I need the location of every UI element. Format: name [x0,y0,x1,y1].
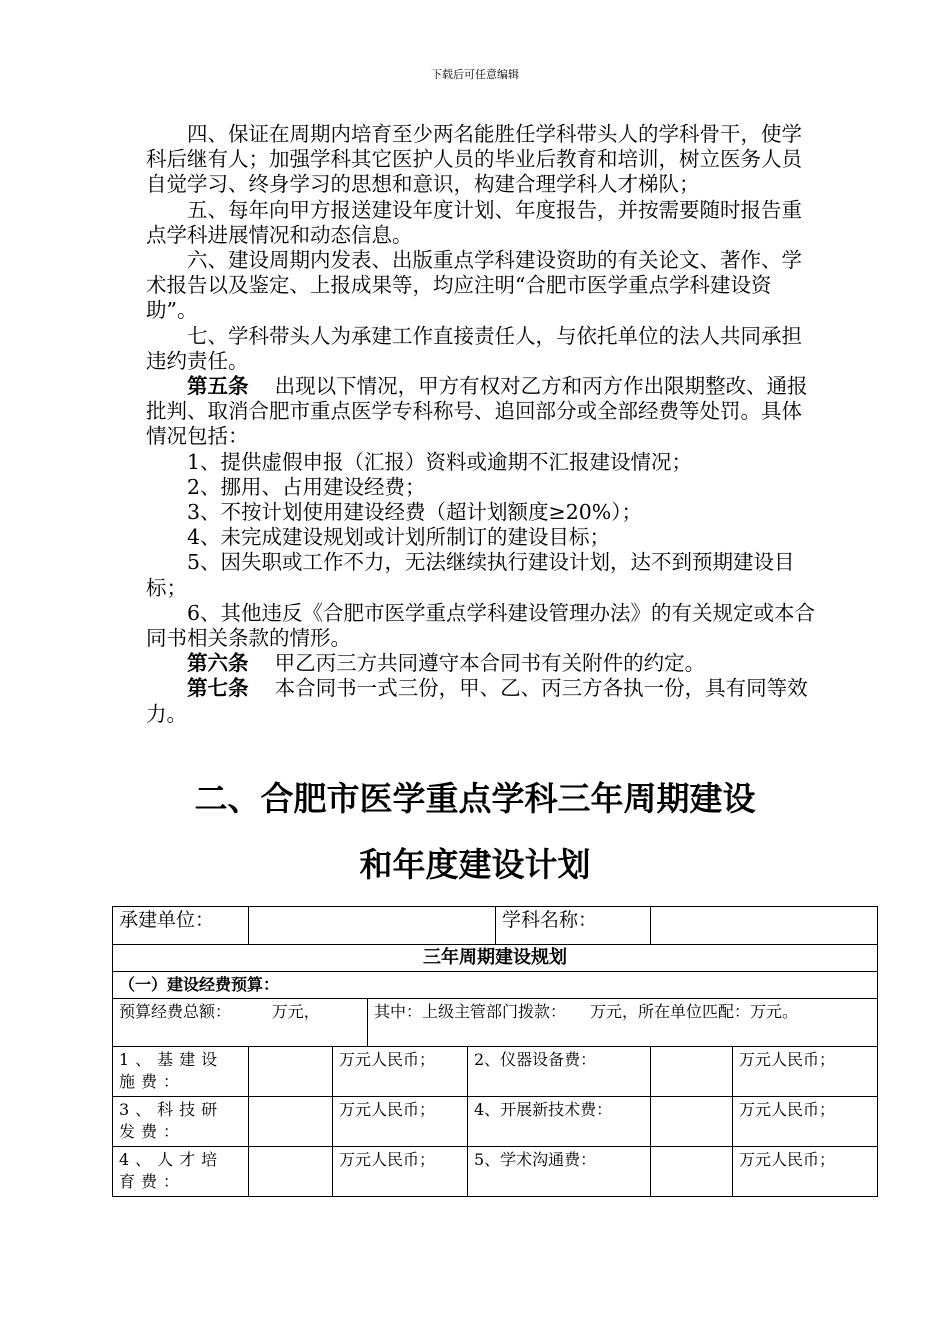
budget-total-cell [113,999,368,1047]
penalty-item-4: 4、未完成建设规划或计划所制订的建设目标； [187,525,611,550]
fee-unit: 万元人民币； [333,1097,468,1147]
page-header-note: 下载后可任意编辑 [431,68,519,81]
fee-unit: 万元人民币； [733,1097,878,1147]
fee-label: 1、基建设施费： [113,1047,249,1097]
contract-body [146,122,816,727]
fee-input[interactable] [651,1147,733,1197]
subject-label: 学科名称： [496,907,651,945]
table-row [113,1147,878,1197]
budget-section-heading: （一）建设经费预算： [113,972,878,999]
plan-header: 三年周期建设规划 [113,945,878,972]
penalty-item-6: 6、其他违反《合肥市医学重点学科建设管理办法》的有关规定或本合同书相关条款的情形。 [146,600,816,651]
fee-input[interactable] [249,1147,333,1197]
fee-label: 4、开展新技术费： [468,1097,651,1147]
fee-unit: 万元人民币； [333,1047,468,1097]
clause-7: 七、学科带头人为承建工作直接责任人，与依托单位的法人共同承担违约责任。 [146,323,802,373]
budget-detail: 其中：上级主管部门拨款： 万元，所在单位匹配：万元。 [368,999,878,1047]
penalty-item-5: 5、因失职或工作不力，无法继续执行建设计划，达不到预期建设目标； [146,550,795,600]
fee-input[interactable] [651,1097,733,1147]
section-title-line-2: 和年度建设计划 [359,845,591,884]
article-6-text: 甲乙丙三方共同遵守本合同书有关附件的约定。 [274,651,706,676]
clause-4: 四、保证在周期内培育至少两名能胜任学科带头人的学科骨干，使学科后继有人；加强学科其它医护人员的毕业后教育和培训，树立医务人员自觉学习、终身学习的思想和意识，构建合理学科人才梯队； [146,122,802,197]
penalty-item-3: 3、不按计划使用建设经费（超计划额度≥20%）； [187,500,643,525]
fee-label: 4、人才培育费： [113,1147,249,1197]
fee-input[interactable] [651,1047,733,1097]
budget-total-unit: 万元， [271,1002,320,1021]
article-6-label: 第六条 [187,651,249,676]
unit-input[interactable] [249,907,496,945]
article-5-label: 第五条 [187,374,249,399]
penalty-item-2: 2、挪用、占用建设经费； [187,474,426,499]
fee-label: 5、学术沟通费： [468,1147,651,1197]
article-5 [146,374,816,450]
fee-unit: 万元人民币； [733,1147,878,1197]
budget-total-label: 预算经费总额： [119,1002,232,1021]
article-6 [146,651,816,676]
penalty-item-1: 1、提供虚假申报（汇报）资料或逾期不汇报建设情况； [187,449,693,474]
fee-unit: 万元人民币； [733,1047,878,1097]
section-title-line-1: 二、合肥市医学重点学科三年周期建设 [194,779,756,818]
unit-label: 承建单位： [113,907,249,945]
article-7 [146,676,816,726]
article-5-text: 出现以下情况，甲方有权对乙方和丙方作出限期整改、通报批判、取消合肥市重点医学专科称号、追回部分或全部经费等处罚。具体情况包括： [146,374,808,449]
fee-label: 3、科技研发费： [113,1097,249,1147]
clause-5: 五、每年向甲方报送建设年度计划、年度报告，并按需要随时报告重点学科进展情况和动态信息。 [146,197,802,247]
fee-input[interactable] [249,1047,333,1097]
fee-input[interactable] [249,1097,333,1147]
subject-input[interactable] [651,907,878,945]
fee-unit: 万元人民币； [333,1147,468,1197]
table-row [113,1047,878,1097]
article-7-text: 本合同书一式三份，甲、乙、丙三方各执一份，具有同等效力。 [146,676,808,726]
table-row [113,1097,878,1147]
clause-6: 六、建设周期内发表、出版重点学科建设资助的有关论文、著作、学术报告以及鉴定、上报成果等，均应注明“合肥市医学重点学科建设资助”。 [146,248,802,323]
construction-plan-table [112,906,878,1197]
fee-label: 2、仪器设备费： [468,1047,651,1097]
article-7-label: 第七条 [187,676,249,701]
